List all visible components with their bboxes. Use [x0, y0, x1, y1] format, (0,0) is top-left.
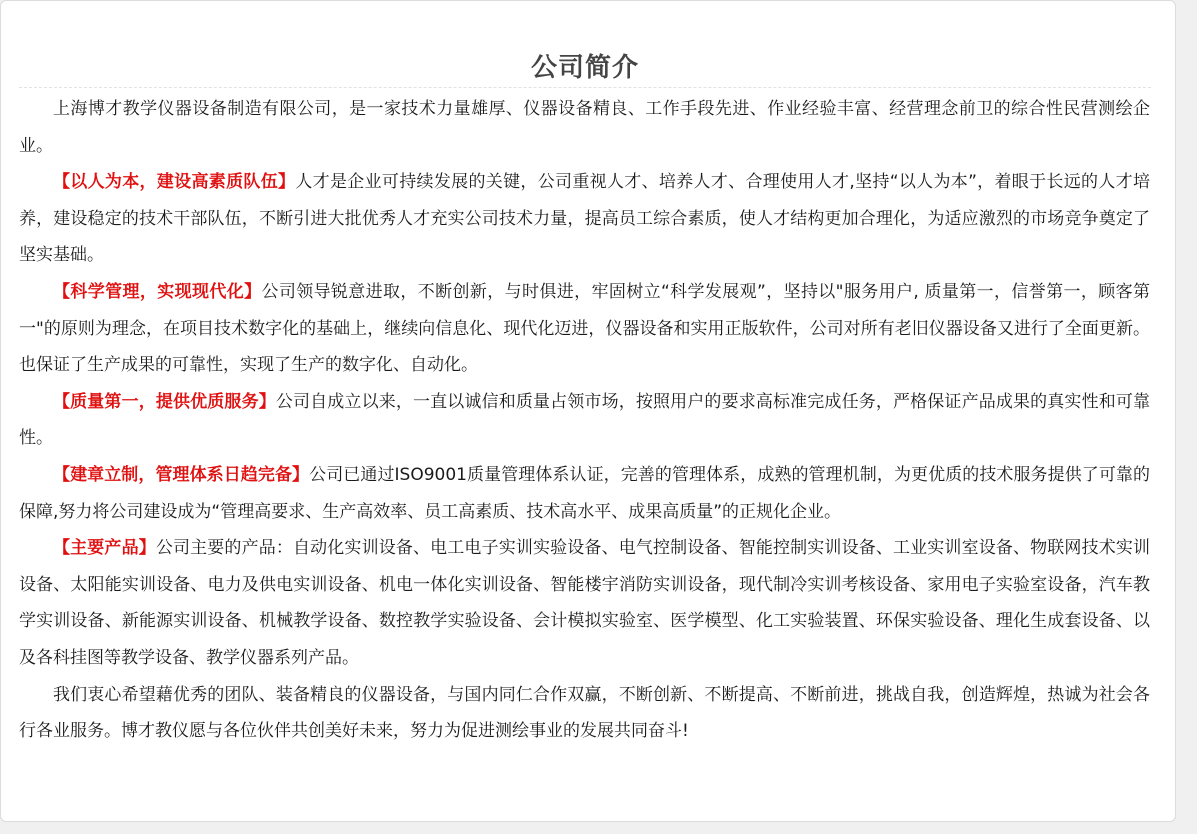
closing-paragraph [19, 677, 1150, 750]
quality-paragraph [19, 384, 1150, 457]
intro-paragraph [19, 91, 1150, 164]
section-heading: 【建章立制，管理体系日趋完备】 [53, 464, 310, 485]
section-heading: 【以人为本，建设高素质队伍】 [53, 172, 296, 193]
page-title: 公司简介 [19, 49, 1151, 88]
paragraph-text: 公司自成立以来，一直以诚信和质量占领市场，按照用户的要求高标准完成任务，严格保证产品成果的真实性和可靠性。 [19, 391, 1150, 449]
paragraph-text: 上海博才教学仪器设备制造有限公司，是一家技术力量雄厚、仪器设备精良、工作手段先进、作业经验丰富、经营理念前卫的综合性民营测绘企业。 [19, 99, 1150, 156]
paragraph-text: 公司领导锐意进取，不断创新，与时俱进，牢固树立“科学发展观”，坚持以"服务用户, 质量第一，信誉第一，顾客第一"的原则为理念，在项目技术数字化的基础上，继续向信息化、现代化迈进，仪器设备和实用正版软件，公司对所有老旧仪器设备又进行了全面更新。也保证了生产成果的可靠性，实现了生产的数字化、自动化。 [19, 281, 1150, 376]
paragraph-text: 人才是企业可持续发展的关键，公司重视人才、培养人才、合理使用人才,坚持“以人为本”，着眼于长远的人才培养，建设稳定的技术干部队伍，不断引进大批优秀人才充实公司技术力量，提高员工综合素质，使人才结构更加合理化，为适应激烈的市场竞争奠定了坚实基础。 [19, 172, 1150, 266]
paragraph-text: 我们衷心希望藉优秀的团队、装备精良的仪器设备，与国内同仁合作双赢，不断创新、不断提高、不断前进，挑战自我，创造辉煌，热诚为社会各行各业服务。博才教仪愿与各位伙伴共创美好未来，努力为促进测绘事业的发展共同奋斗! [19, 684, 1150, 742]
management-paragraph [19, 274, 1150, 384]
paragraph-text: 公司主要的产品：自动化实训设备、电工电子实训实验设备、电气控制设备、智能控制实训设备、工业实训室设备、物联网技术实训设备、太阳能实训设备、电力及供电实训设备、机电一体化实训设备、智能楼宇消防实训设备，现代制冷实训考核设备、家用电子实验室设备，汽车教学实训设备、新能源实训设备、机械教学设备、数控教学实验设备、会计模拟实验室、医学模型、化工实验装置、环保实验设备、理化生成套设备、以及各科挂图等教学设备、教学仪器系列产品。 [19, 538, 1150, 668]
article-body [19, 91, 1150, 750]
paragraph-text: 公司已通过ISO9001质量管理体系认证，完善的管理体系，成熟的管理机制，为更优质的技术服务提供了可靠的保障,努力将公司建设成为“管理高要求、生产高效率、员工高素质、技术高水平、成果高质量”的正规化企业。 [19, 464, 1150, 522]
products-paragraph [19, 530, 1150, 676]
section-heading: 【主要产品】 [53, 538, 156, 559]
section-heading: 【质量第一，提供优质服务】 [53, 391, 276, 412]
section-heading: 【科学管理，实现现代化】 [53, 281, 262, 302]
system-paragraph [19, 457, 1150, 530]
talent-paragraph [19, 164, 1150, 274]
window-scrollbar-track[interactable] [1178, 0, 1197, 834]
